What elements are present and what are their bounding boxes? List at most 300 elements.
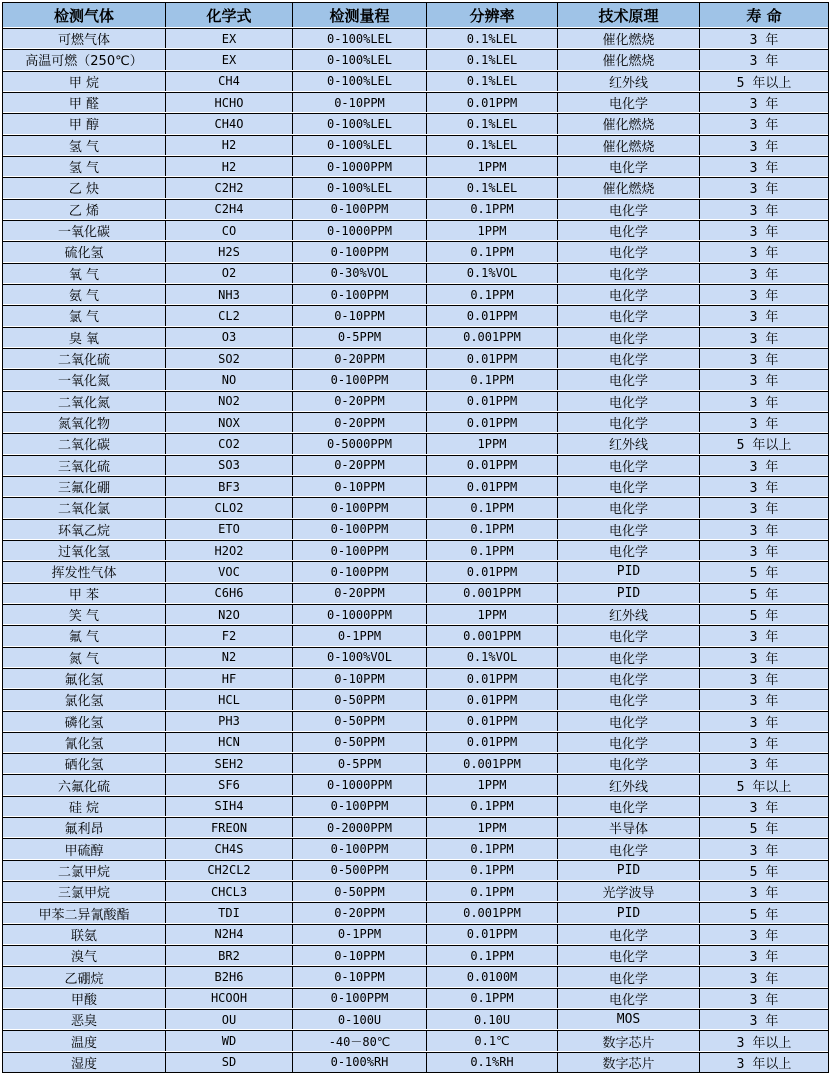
cell-chemical-formula: CH2CL2	[166, 861, 293, 880]
cell-gas-name: 乙 炔	[3, 178, 166, 197]
cell-resolution: 0.01PPM	[427, 690, 558, 709]
cell-technical-principle: 电化学	[558, 285, 700, 304]
cell-lifespan: 3 年	[749, 992, 779, 1008]
cell-detection-range: 0-20PPM	[293, 392, 427, 411]
cell-resolution: 0.001PPM	[427, 584, 558, 603]
cell-gas-name: 氮 气	[3, 648, 166, 667]
table-row	[3, 583, 828, 603]
table-row	[3, 668, 828, 688]
cell-lifespan: 3 年	[749, 481, 779, 497]
cell-detection-range: 0-100PPM	[293, 285, 427, 304]
cell-detection-range: 0-500PPM	[293, 861, 427, 880]
cell-gas-name: 恶臭	[3, 1010, 166, 1029]
cell-lifespan: 3 年以上	[736, 1035, 792, 1051]
cell-gas-name: 甲苯二异氰酸酯	[3, 903, 166, 922]
cell-chemical-formula: NOX	[166, 413, 293, 432]
cell-chemical-formula: TDI	[166, 903, 293, 922]
cell-detection-range: 0-100PPM	[293, 200, 427, 219]
cell-technical-principle: 电化学	[558, 306, 700, 325]
table-row	[3, 817, 828, 837]
cell-technical-principle: 催化燃烧	[558, 29, 700, 48]
cell-detection-range: 0-100PPM	[293, 541, 427, 560]
cell-resolution: 0.1PPM	[427, 861, 558, 880]
cell-lifespan: 3 年	[749, 182, 779, 198]
table-row	[3, 604, 828, 624]
cell-chemical-formula: WD	[166, 1031, 293, 1050]
cell-detection-range: 0-10PPM	[293, 93, 427, 112]
cell-chemical-formula: FREON	[166, 818, 293, 837]
cell-technical-principle: 电化学	[558, 712, 700, 731]
cell-detection-range: 0-50PPM	[293, 733, 427, 752]
cell-chemical-formula: CH4S	[166, 839, 293, 858]
cell-chemical-formula: NO2	[166, 392, 293, 411]
cell-gas-name: 一氧化碳	[3, 221, 166, 240]
cell-lifespan: 5 年	[749, 609, 779, 625]
table-row	[3, 881, 828, 901]
cell-chemical-formula: ETO	[166, 520, 293, 539]
cell-lifespan: 3 年	[749, 417, 779, 433]
cell-detection-range: 0-30%VOL	[293, 264, 427, 283]
cell-detection-range: 0-100%LEL	[293, 178, 427, 197]
cell-technical-principle: 电化学	[558, 328, 700, 347]
cell-technical-principle: 电化学	[558, 967, 700, 986]
cell-technical-principle: 电化学	[558, 157, 700, 176]
cell-chemical-formula: EX	[166, 50, 293, 69]
cell-resolution: 0.1PPM	[427, 370, 558, 389]
cell-technical-principle: PID	[558, 562, 700, 581]
cell-resolution: 0.1℃	[427, 1031, 558, 1050]
cell-lifespan: 3 年	[749, 139, 779, 155]
cell-lifespan: 3 年	[749, 971, 779, 987]
cell-gas-name: 氰化氢	[3, 733, 166, 752]
cell-detection-range: 0-10PPM	[293, 946, 427, 965]
table-row	[3, 113, 828, 133]
cell-gas-name: 三氧化硫	[3, 456, 166, 475]
cell-gas-name: 甲硫醇	[3, 839, 166, 858]
cell-chemical-formula: HF	[166, 669, 293, 688]
cell-detection-range: 0-1000PPM	[293, 221, 427, 240]
cell-detection-range: 0-100PPM	[293, 839, 427, 858]
cell-lifespan: 3 年	[749, 694, 779, 710]
cell-gas-name: 氯 气	[3, 306, 166, 325]
cell-lifespan: 3 年	[749, 289, 779, 305]
cell-gas-name: 溴气	[3, 946, 166, 965]
cell-resolution: 0.1PPM	[427, 839, 558, 858]
cell-resolution: 0.1PPM	[427, 882, 558, 901]
table-row	[3, 540, 828, 560]
cell-detection-range: 0-100%RH	[293, 1053, 427, 1072]
cell-detection-range: 0-1000PPM	[293, 157, 427, 176]
cell-gas-name: 二氯甲烷	[3, 861, 166, 880]
cell-resolution: 0.1%LEL	[427, 178, 558, 197]
table-row	[3, 966, 828, 986]
cell-detection-range: 0-100PPM	[293, 989, 427, 1008]
cell-lifespan: 3 年	[749, 651, 779, 667]
table-row	[3, 711, 828, 731]
cell-detection-range: 0-10PPM	[293, 967, 427, 986]
cell-resolution: 0.1PPM	[427, 541, 558, 560]
cell-detection-range: 0-1PPM	[293, 925, 427, 944]
cell-chemical-formula: C2H2	[166, 178, 293, 197]
cell-chemical-formula: F2	[166, 626, 293, 645]
table-row	[3, 135, 828, 155]
cell-resolution: 0.1%LEL	[427, 114, 558, 133]
cell-resolution: 0.1PPM	[427, 498, 558, 517]
cell-detection-range: 0-100%LEL	[293, 72, 427, 91]
cell-detection-range: 0-100%LEL	[293, 136, 427, 155]
table-row	[3, 455, 828, 475]
cell-lifespan: 5 年	[749, 822, 779, 838]
cell-gas-name: 氧 气	[3, 264, 166, 283]
cell-gas-name: 硅 烷	[3, 797, 166, 816]
cell-lifespan: 3 年	[749, 630, 779, 646]
cell-resolution: 0.01PPM	[427, 413, 558, 432]
cell-gas-name: 二氧化碳	[3, 434, 166, 453]
cell-technical-principle: 电化学	[558, 413, 700, 432]
cell-resolution: 0.10U	[427, 1010, 558, 1029]
cell-resolution: 0.01PPM	[427, 562, 558, 581]
cell-detection-range: 0-1PPM	[293, 626, 427, 645]
cell-detection-range: 0-20PPM	[293, 456, 427, 475]
table-row	[3, 1052, 828, 1072]
cell-detection-range: 0-10PPM	[293, 477, 427, 496]
cell-technical-principle: 电化学	[558, 626, 700, 645]
cell-resolution: 0.1%LEL	[427, 72, 558, 91]
cell-technical-principle: 电化学	[558, 349, 700, 368]
cell-technical-principle: 催化燃烧	[558, 50, 700, 69]
cell-detection-range: 0-100%LEL	[293, 50, 427, 69]
cell-technical-principle: 电化学	[558, 989, 700, 1008]
cell-technical-principle: 红外线	[558, 434, 700, 453]
cell-chemical-formula: EX	[166, 29, 293, 48]
cell-lifespan: 3 年	[749, 843, 779, 859]
cell-technical-principle: 电化学	[558, 541, 700, 560]
table-row	[3, 988, 828, 1008]
cell-detection-range: 0-100%LEL	[293, 29, 427, 48]
cell-resolution: 0.01PPM	[427, 306, 558, 325]
cell-lifespan: 3 年	[749, 331, 779, 347]
column-header-formula: 化学式	[166, 3, 293, 27]
cell-detection-range: 0-5PPM	[293, 328, 427, 347]
cell-chemical-formula: SO3	[166, 456, 293, 475]
cell-technical-principle: 光学波导	[558, 882, 700, 901]
table-row	[3, 220, 828, 240]
table-row	[3, 689, 828, 709]
cell-chemical-formula: SD	[166, 1053, 293, 1072]
table-row	[3, 561, 828, 581]
cell-detection-range: 0-10PPM	[293, 669, 427, 688]
cell-gas-name: 六氟化硫	[3, 775, 166, 794]
cell-lifespan: 3 年	[749, 118, 779, 134]
cell-lifespan: 3 年	[749, 715, 779, 731]
table-row	[3, 497, 828, 517]
table-row	[3, 902, 828, 922]
cell-lifespan: 5 年以上	[736, 438, 792, 454]
cell-technical-principle: 红外线	[558, 605, 700, 624]
table-row	[3, 945, 828, 965]
cell-detection-range: 0-100%LEL	[293, 114, 427, 133]
cell-lifespan: 3 年	[749, 353, 779, 369]
table-row	[3, 519, 828, 539]
cell-lifespan: 3 年	[749, 673, 779, 688]
cell-technical-principle: 电化学	[558, 264, 700, 283]
cell-gas-name: 温度	[3, 1031, 166, 1050]
cell-resolution: 0.1%VOL	[427, 648, 558, 667]
cell-technical-principle: 电化学	[558, 669, 700, 688]
cell-resolution: 0.1PPM	[427, 520, 558, 539]
table-row	[3, 92, 828, 112]
cell-detection-range: 0-100%VOL	[293, 648, 427, 667]
cell-lifespan: 3 年	[749, 950, 779, 966]
table-row	[3, 412, 828, 432]
cell-resolution: 0.001PPM	[427, 754, 558, 773]
cell-detection-range: 0-2000PPM	[293, 818, 427, 837]
table-row	[3, 391, 828, 411]
cell-gas-name: 挥发性气体	[3, 562, 166, 581]
cell-lifespan: 5 年以上	[736, 779, 792, 795]
cell-resolution: 0.01PPM	[427, 477, 558, 496]
cell-technical-principle: 电化学	[558, 690, 700, 709]
cell-detection-range: 0-20PPM	[293, 903, 427, 922]
table-row	[3, 199, 828, 219]
cell-resolution: 0.1PPM	[427, 285, 558, 304]
cell-lifespan: 5 年	[749, 864, 779, 880]
table-row	[3, 860, 828, 880]
column-header-gas: 检测气体	[3, 3, 166, 27]
cell-lifespan: 3 年	[749, 502, 779, 518]
cell-resolution: 0.1PPM	[427, 946, 558, 965]
table-row	[3, 1030, 828, 1050]
cell-resolution: 1PPM	[427, 605, 558, 624]
cell-gas-name: 臭 氧	[3, 328, 166, 347]
cell-chemical-formula: NO	[166, 370, 293, 389]
cell-gas-name: 环氧乙烷	[3, 520, 166, 539]
cell-chemical-formula: N2H4	[166, 925, 293, 944]
cell-chemical-formula: H2O2	[166, 541, 293, 560]
table-row	[3, 263, 828, 283]
cell-lifespan: 3 年	[749, 310, 779, 326]
cell-detection-range: 0-20PPM	[293, 584, 427, 603]
cell-technical-principle: PID	[558, 861, 700, 880]
cell-resolution: 0.0100M	[427, 967, 558, 986]
table-row	[3, 71, 828, 91]
table-row	[3, 327, 828, 347]
cell-technical-principle: 电化学	[558, 93, 700, 112]
cell-chemical-formula: SEH2	[166, 754, 293, 773]
cell-resolution: 0.1%LEL	[427, 136, 558, 155]
cell-chemical-formula: SF6	[166, 775, 293, 794]
cell-technical-principle: 数字芯片	[558, 1053, 700, 1072]
table-row	[3, 647, 828, 667]
cell-resolution: 0.1PPM	[427, 200, 558, 219]
cell-resolution: 0.01PPM	[427, 712, 558, 731]
cell-gas-name: 氟 气	[3, 626, 166, 645]
cell-resolution: 0.01PPM	[427, 349, 558, 368]
table-row	[3, 732, 828, 752]
cell-resolution: 1PPM	[427, 157, 558, 176]
cell-gas-name: 磷化氢	[3, 712, 166, 731]
column-header-resolution: 分辨率	[427, 3, 558, 27]
cell-resolution: 0.01PPM	[427, 456, 558, 475]
cell-gas-name: 乙硼烷	[3, 967, 166, 986]
cell-detection-range: 0-10PPM	[293, 306, 427, 325]
cell-lifespan: 3 年	[749, 736, 779, 752]
cell-chemical-formula: CH4O	[166, 114, 293, 133]
cell-resolution: 0.1PPM	[427, 989, 558, 1008]
table-row	[3, 177, 828, 197]
cell-gas-name: 乙 烯	[3, 200, 166, 219]
cell-technical-principle: 电化学	[558, 242, 700, 261]
cell-gas-name: 氯化氢	[3, 690, 166, 709]
cell-chemical-formula: BR2	[166, 946, 293, 965]
cell-gas-name: 笑 气	[3, 605, 166, 624]
cell-detection-range: 0-20PPM	[293, 349, 427, 368]
cell-gas-name: 氮氧化物	[3, 413, 166, 432]
cell-technical-principle: 电化学	[558, 648, 700, 667]
column-header-range: 检测量程	[293, 3, 427, 27]
cell-lifespan: 3 年	[749, 1014, 779, 1030]
cell-technical-principle: 电化学	[558, 797, 700, 816]
cell-technical-principle: 电化学	[558, 946, 700, 965]
cell-technical-principle: 电化学	[558, 733, 700, 752]
cell-gas-name: 氢 气	[3, 136, 166, 155]
cell-chemical-formula: N2	[166, 648, 293, 667]
cell-technical-principle: 电化学	[558, 456, 700, 475]
cell-gas-name: 三氯甲烷	[3, 882, 166, 901]
cell-gas-name: 三氟化硼	[3, 477, 166, 496]
cell-resolution: 0.01PPM	[427, 93, 558, 112]
cell-technical-principle: 电化学	[558, 221, 700, 240]
cell-detection-range: 0-100PPM	[293, 498, 427, 517]
cell-detection-range: 0-100PPM	[293, 562, 427, 581]
cell-detection-range: 0-5PPM	[293, 754, 427, 773]
cell-resolution: 1PPM	[427, 818, 558, 837]
cell-lifespan: 3 年	[749, 545, 779, 561]
cell-lifespan: 3 年以上	[736, 1056, 792, 1072]
table-header-row	[3, 3, 828, 27]
cell-gas-name: 过氧化氢	[3, 541, 166, 560]
table-row	[3, 305, 828, 325]
cell-chemical-formula: H2	[166, 136, 293, 155]
cell-lifespan: 3 年	[749, 267, 779, 283]
cell-resolution: 1PPM	[427, 775, 558, 794]
cell-resolution: 1PPM	[427, 221, 558, 240]
cell-chemical-formula: SO2	[166, 349, 293, 368]
cell-chemical-formula: C2H4	[166, 200, 293, 219]
cell-lifespan: 3 年	[749, 459, 779, 475]
cell-lifespan: 3 年	[749, 161, 779, 177]
cell-technical-principle: 红外线	[558, 775, 700, 794]
cell-gas-name: 一氧化氮	[3, 370, 166, 389]
cell-detection-range: 0-100PPM	[293, 242, 427, 261]
column-header-lifespan: 寿 命	[746, 6, 782, 25]
cell-lifespan: 5 年	[749, 907, 779, 923]
cell-lifespan: 5 年	[749, 566, 779, 582]
cell-detection-range: 0-1000PPM	[293, 775, 427, 794]
cell-chemical-formula: BF3	[166, 477, 293, 496]
cell-technical-principle: 催化燃烧	[558, 114, 700, 133]
cell-technical-principle: 半导体	[558, 818, 700, 837]
cell-gas-name: 湿度	[3, 1053, 166, 1072]
cell-chemical-formula: VOC	[166, 562, 293, 581]
cell-technical-principle: 催化燃烧	[558, 178, 700, 197]
cell-technical-principle: 催化燃烧	[558, 136, 700, 155]
cell-detection-range: 0-100PPM	[293, 370, 427, 389]
cell-technical-principle: PID	[558, 584, 700, 603]
cell-chemical-formula: PH3	[166, 712, 293, 731]
cell-detection-range: 0-100PPM	[293, 520, 427, 539]
table-row	[3, 369, 828, 389]
table-row	[3, 433, 828, 453]
cell-gas-name: 氨 气	[3, 285, 166, 304]
cell-chemical-formula: CO	[166, 221, 293, 240]
cell-lifespan: 3 年	[749, 225, 779, 241]
cell-chemical-formula: B2H6	[166, 967, 293, 986]
cell-chemical-formula: HCN	[166, 733, 293, 752]
table-row	[3, 838, 828, 858]
cell-gas-name: 甲 醇	[3, 114, 166, 133]
cell-gas-name: 甲 苯	[3, 584, 166, 603]
cell-resolution: 0.1%VOL	[427, 264, 558, 283]
cell-resolution: 0.01PPM	[427, 925, 558, 944]
cell-technical-principle: 电化学	[558, 200, 700, 219]
cell-detection-range: 0-50PPM	[293, 882, 427, 901]
table-row	[3, 241, 828, 261]
cell-lifespan: 3 年	[749, 97, 779, 113]
cell-chemical-formula: HCL	[166, 690, 293, 709]
cell-lifespan: 3 年	[749, 523, 779, 539]
cell-gas-name: 二氧化硫	[3, 349, 166, 368]
cell-gas-name: 甲 醛	[3, 93, 166, 112]
cell-chemical-formula: SIH4	[166, 797, 293, 816]
table-row	[3, 284, 828, 304]
cell-resolution: 1PPM	[427, 434, 558, 453]
cell-lifespan: 3 年	[749, 374, 779, 390]
cell-technical-principle: 电化学	[558, 477, 700, 496]
cell-resolution: 0.1%LEL	[427, 29, 558, 48]
cell-gas-name: 硒化氢	[3, 754, 166, 773]
cell-chemical-formula: H2S	[166, 242, 293, 261]
cell-gas-name: 氟化氢	[3, 669, 166, 688]
cell-resolution: 0.1PPM	[427, 797, 558, 816]
cell-technical-principle: 电化学	[558, 839, 700, 858]
cell-chemical-formula: C6H6	[166, 584, 293, 603]
cell-resolution: 0.1PPM	[427, 242, 558, 261]
cell-resolution: 0.001PPM	[427, 903, 558, 922]
cell-chemical-formula: HCOOH	[166, 989, 293, 1008]
cell-detection-range: 0-100PPM	[293, 797, 427, 816]
cell-technical-principle: 电化学	[558, 520, 700, 539]
cell-lifespan: 3 年	[749, 800, 779, 816]
table-row	[3, 753, 828, 773]
cell-lifespan: 3 年	[749, 54, 779, 70]
cell-chemical-formula: O3	[166, 328, 293, 347]
cell-gas-name: 硫化氢	[3, 242, 166, 261]
cell-chemical-formula: N2O	[166, 605, 293, 624]
cell-gas-name: 二氧化氯	[3, 498, 166, 517]
cell-technical-principle: 电化学	[558, 754, 700, 773]
cell-resolution: 0.1%RH	[427, 1053, 558, 1072]
cell-lifespan: 3 年	[749, 203, 779, 219]
cell-chemical-formula: CHCL3	[166, 882, 293, 901]
cell-gas-name: 可燃气体	[3, 29, 166, 48]
cell-chemical-formula: CLO2	[166, 498, 293, 517]
table-row	[3, 774, 828, 794]
cell-resolution: 0.01PPM	[427, 669, 558, 688]
cell-lifespan: 3 年	[749, 928, 779, 944]
cell-chemical-formula: CO2	[166, 434, 293, 453]
gas-spec-table	[2, 2, 829, 1073]
